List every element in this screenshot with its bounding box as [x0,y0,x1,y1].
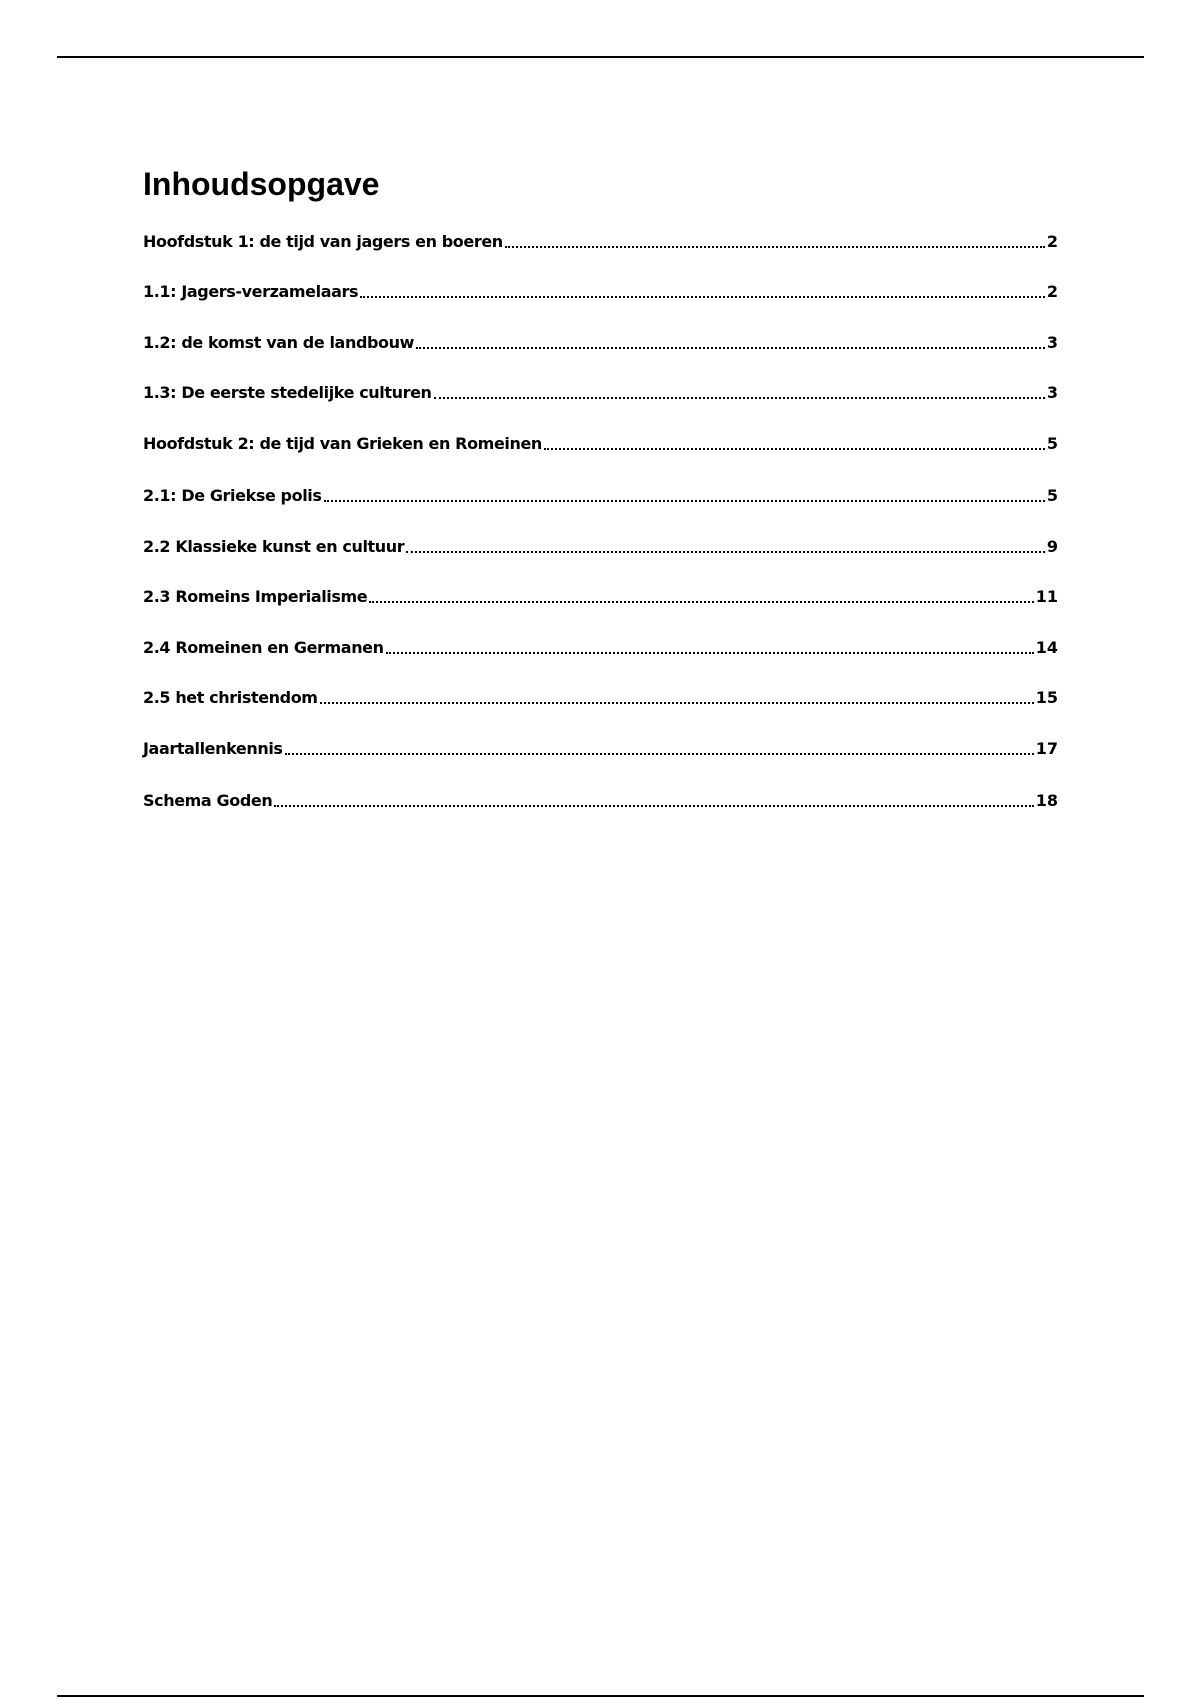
toc-entry-label: 2.1: De Griekse polis [143,486,322,505]
toc-entry-label: Jaartallenkennis [143,739,283,758]
toc-dot-leader [274,805,1033,807]
toc-dot-leader [406,551,1045,553]
toc-entry[interactable] [143,686,1058,710]
toc-entry[interactable] [143,331,1058,355]
toc-dot-leader [369,601,1033,603]
toc-dot-leader [386,652,1034,654]
toc-entry-label: 2.3 Romeins Imperialisme [143,587,368,606]
toc-entry-label: Hoofdstuk 1: de tijd van jagers en boeren [143,232,503,251]
page-title: Inhoudsopgave [143,166,380,202]
toc-entry[interactable] [143,230,1058,254]
toc-entry-label: 2.4 Romeinen en Germanen [143,638,384,657]
toc-dot-leader [416,347,1045,349]
toc-entry[interactable] [143,484,1058,508]
toc-entry-label: 1.3: De eerste stedelijke culturen [143,383,432,402]
toc-entry-label: 1.1: Jagers-verzamelaars [143,282,359,301]
toc-dot-leader [544,448,1045,450]
toc-entry-label: 1.2: de komst van de landbouw [143,333,415,352]
toc-entry-page: 14 [1035,638,1058,657]
toc-entry[interactable] [143,280,1058,304]
toc-dot-leader [285,753,1034,755]
toc-entry-page: 11 [1035,587,1058,606]
toc-entry-page: 9 [1046,537,1058,556]
toc-entry[interactable] [143,432,1058,456]
toc-entry-page: 18 [1035,791,1058,810]
toc-entry-page: 5 [1046,486,1058,505]
footer-rule [57,1695,1144,1697]
toc-entry-page: 3 [1046,383,1058,402]
toc-dot-leader [434,397,1045,399]
toc-entry-page: 15 [1035,688,1058,707]
header-rule [57,56,1144,58]
toc-entry-label: 2.5 het christendom [143,688,318,707]
toc-entry-label: Schema Goden [143,791,273,810]
toc-dot-leader [324,500,1045,502]
toc-entry-page: 3 [1046,333,1058,352]
toc-entry[interactable] [143,381,1058,405]
toc-entry-label: 2.2 Klassieke kunst en cultuur [143,537,405,556]
toc-entry[interactable] [143,535,1058,559]
toc-entry[interactable] [143,636,1058,660]
toc-entry[interactable] [143,789,1058,813]
toc-dot-leader [320,702,1034,704]
toc-entry-page: 2 [1046,282,1058,301]
toc-dot-leader [505,246,1045,248]
toc-entry[interactable] [143,737,1058,761]
toc-entry-label: Hoofdstuk 2: de tijd van Grieken en Romeinen [143,434,542,453]
toc-entry-page: 2 [1046,232,1058,251]
toc-entry-page: 5 [1046,434,1058,453]
toc-entry-page: 17 [1035,739,1058,758]
toc-entry[interactable] [143,585,1058,609]
toc-dot-leader [360,296,1045,298]
